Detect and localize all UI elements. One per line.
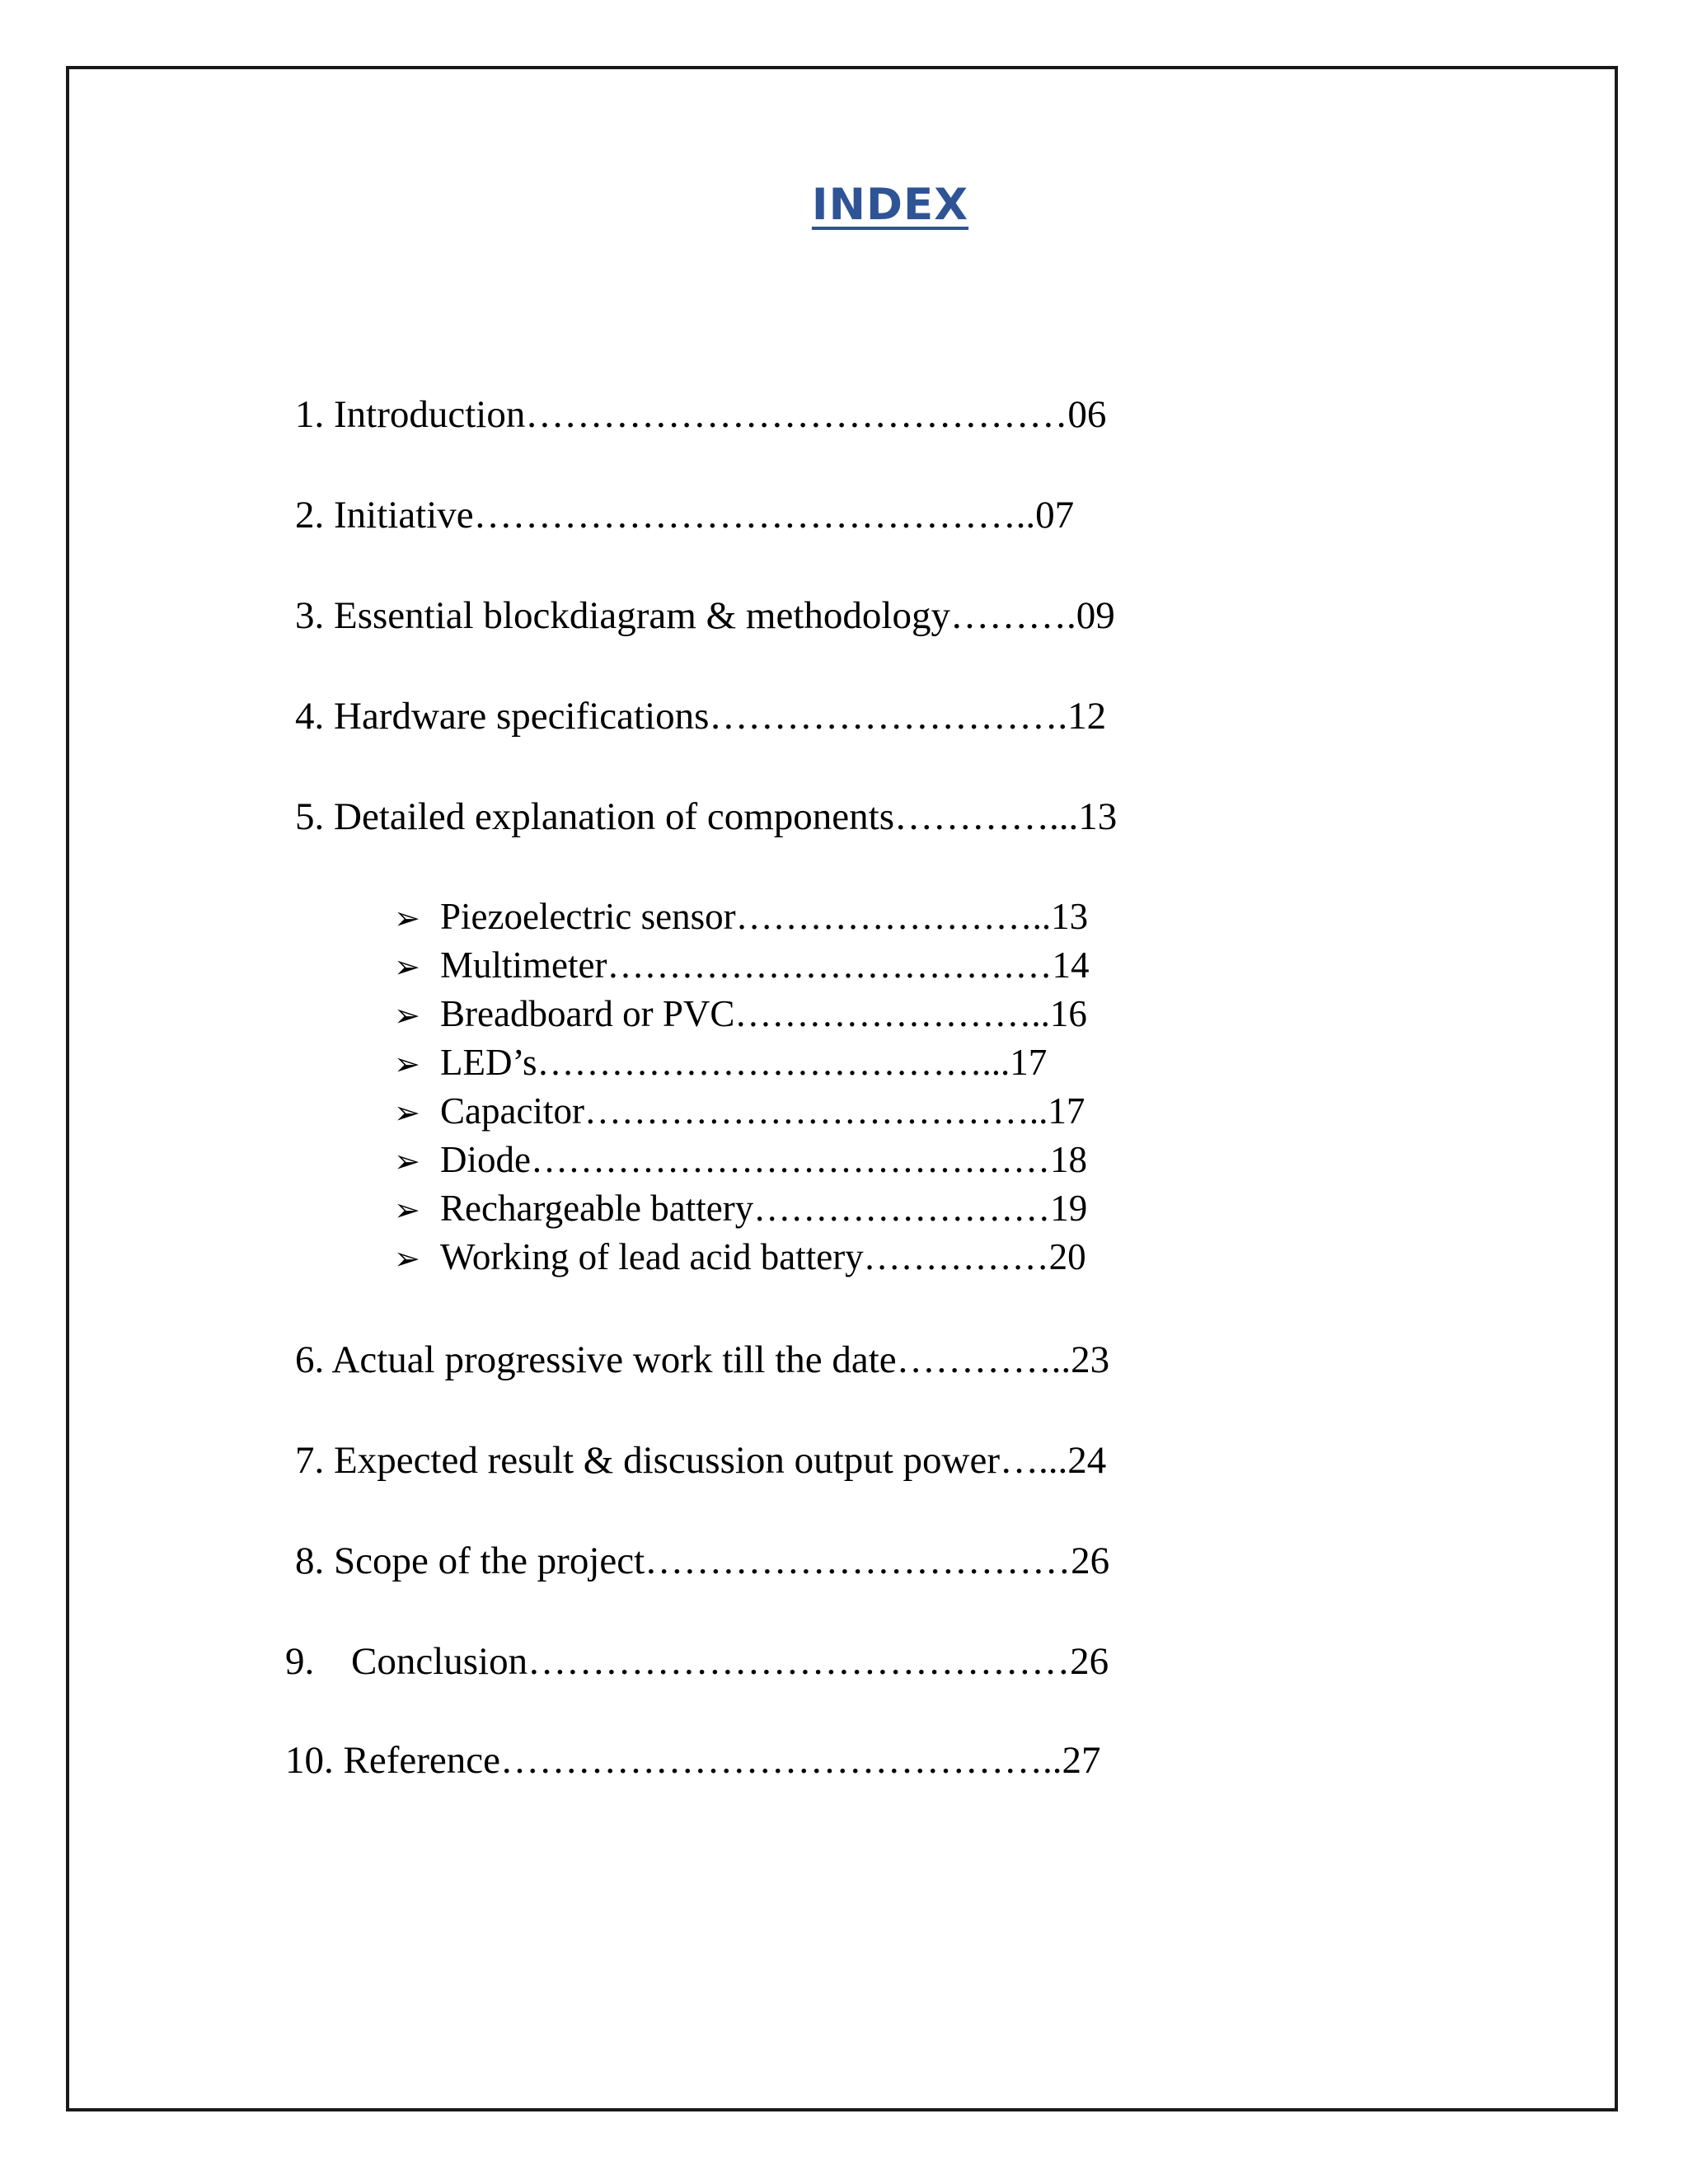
toc-subentry-5[interactable] [394, 1090, 1085, 1132]
toc-entry-number: 5. [295, 795, 325, 838]
toc-subentry-1[interactable] [394, 898, 1088, 935]
toc-entry-2[interactable] [295, 496, 1074, 535]
toc-entry-number: 2. [295, 494, 325, 537]
toc-entry-6[interactable] [295, 1338, 1110, 1381]
toc-subentry-text: Multimeter………………………………14 [440, 944, 1090, 986]
toc-entry-text: Actual progressive work till the date…………..23 [331, 1338, 1110, 1381]
toc-entry-7[interactable] [295, 1441, 1106, 1480]
toc-entry-3[interactable] [295, 594, 1115, 637]
toc-entry-9[interactable] [285, 1640, 1109, 1683]
toc-subentry-7[interactable] [394, 1190, 1087, 1227]
toc-subentry-text: Piezoelectric sensor……………………..13 [440, 896, 1089, 937]
toc-entry-number: 9. [285, 1640, 315, 1683]
toc-entry-8[interactable] [295, 1542, 1109, 1581]
arrow-bullet-icon: ➢ [394, 1240, 420, 1277]
toc-subentry-text: Diode……………………………………18 [440, 1139, 1087, 1180]
toc-entry-text: Initiative……………………………………..07 [334, 494, 1075, 537]
toc-entry-number: 7. [295, 1439, 325, 1482]
arrow-bullet-icon: ➢ [394, 1192, 420, 1228]
toc-entry-text: Scope of the project……………………………26 [334, 1540, 1110, 1582]
toc-entry-number: 8. [295, 1540, 325, 1582]
toc-entry-text: Expected result & discussion output power…...24 [334, 1439, 1107, 1482]
toc-entry-text: Reference……………………………………..27 [343, 1739, 1101, 1782]
toc-entry-number: 3. [295, 594, 325, 637]
toc-subentry-text: Capacitor………………………………..17 [440, 1090, 1085, 1132]
toc-entry-5[interactable] [295, 795, 1118, 838]
index-title: INDEX [811, 180, 969, 230]
toc-entry-4[interactable] [295, 697, 1106, 736]
arrow-bullet-icon: ➢ [394, 1046, 420, 1082]
toc-entry-1[interactable] [295, 393, 1107, 436]
arrow-bullet-icon: ➢ [394, 997, 420, 1033]
toc-entry-number: 1. [295, 393, 325, 436]
toc-subentry-3[interactable] [394, 993, 1087, 1034]
arrow-bullet-icon: ➢ [394, 1094, 420, 1131]
arrow-bullet-icon: ➢ [394, 949, 420, 985]
toc-entry-text: Essential blockdiagram & methodology……….09 [334, 594, 1115, 637]
toc-subentry-text: Rechargeable battery……………………19 [440, 1188, 1088, 1229]
toc-entry-number: 6. [295, 1338, 325, 1381]
page-border [66, 66, 1618, 2111]
toc-entry-text: Detailed explanation of components…………...13 [334, 795, 1118, 838]
toc-subentry-text: Working of lead acid battery……………20 [440, 1236, 1086, 1277]
toc-entry-number: 4. [295, 695, 325, 738]
toc-entry-text: Conclusion……………………………………26 [351, 1640, 1109, 1683]
toc-entry-text: Introduction……………………………………06 [334, 393, 1107, 436]
toc-entry-text: Hardware specifications……………………….12 [334, 695, 1107, 738]
toc-subentry-text: Breadboard or PVC……………………..16 [440, 993, 1087, 1034]
arrow-bullet-icon: ➢ [394, 900, 420, 936]
toc-subentry-text: LED’s………………………………...17 [440, 1042, 1048, 1083]
toc-subentry-6[interactable] [394, 1141, 1087, 1179]
toc-entry-10[interactable] [285, 1741, 1100, 1780]
toc-subentry-2[interactable] [394, 944, 1090, 986]
toc-subentry-8[interactable] [394, 1236, 1086, 1277]
toc-entry-number: 10. [285, 1739, 334, 1782]
arrow-bullet-icon: ➢ [394, 1143, 420, 1179]
toc-subentry-4[interactable] [394, 1044, 1047, 1081]
